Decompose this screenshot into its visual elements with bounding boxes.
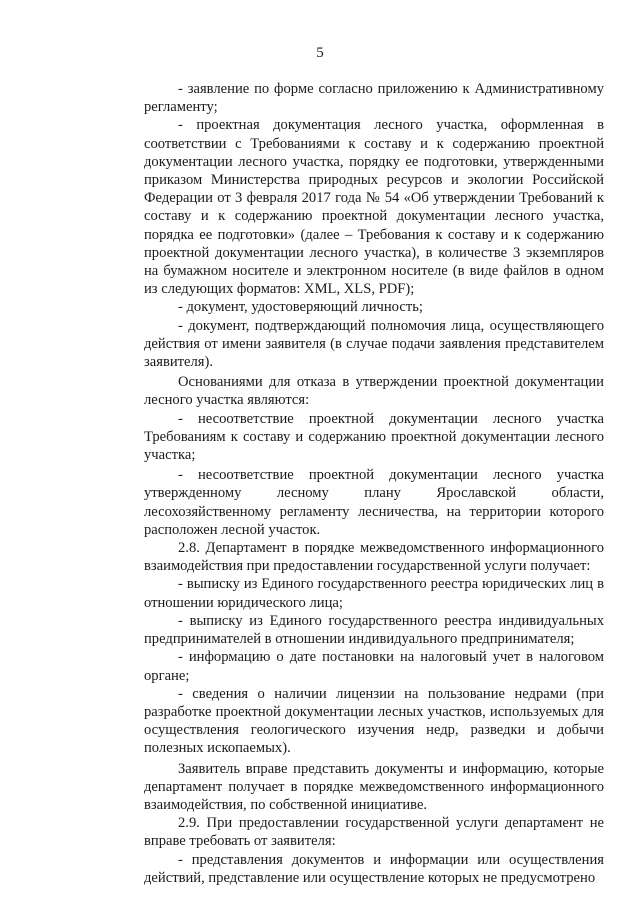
paragraph-refusal-grounds: Основаниями для отказа в утверждении проектной документации лесного участка являются: xyxy=(144,374,604,409)
paragraph-application-form: - заявление по форме согласно приложению к Административному регламенту; xyxy=(144,81,604,116)
page-number: 5 xyxy=(316,45,324,61)
paragraph-subsoil-license: - сведения о наличии лицензии на пользование недрами (при разработке проектной документации лесных участков, используемых для осуществления геологического изучения недр, разведки и добычи полезных ископаемых). xyxy=(144,685,604,757)
paragraph-tax-registration: - информацию о дате постановки на налоговый учет в налоговом органе; xyxy=(144,649,604,684)
document-body xyxy=(144,80,604,887)
paragraph-documents-not-required: - представления документов и информации или осуществления действий, представление или осуществление которых не предусмотрено xyxy=(144,851,604,886)
paragraph-entrepreneurs-extract: - выписку из Единого государственного реестра индивидуальных предпринимателей в отношении индивидуального предпринимателя; xyxy=(144,612,604,648)
paragraph-2-8: 2.8. Департамент в порядке межведомственного информационного взаимодействия при предоставлении государственной услуги получает: xyxy=(144,540,604,575)
paragraph-authority-document: - документ, подтверждающий полномочия лица, осуществляющего действия от имени заявителя (в случае подачи заявления представителем заявителя). xyxy=(144,317,604,371)
paragraph-refusal-forest-plan: - несоответствие проектной документации лесного участка утвержденному лесному плану Ярославской области, лесохозяйственному регламенту лесничества, на территории которого расположен лесной участок. xyxy=(144,467,604,538)
paragraph-applicant-initiative: Заявитель вправе представить документы и информацию, которые департамент получает в порядке межведомственного информационного взаимодействия, по собственной инициативе. xyxy=(144,760,604,813)
paragraph-legal-entities-extract: - выписку из Единого государственного реестра юридических лиц в отношении юридического лица; xyxy=(144,576,604,611)
paragraph-project-documentation: - проектная документация лесного участка, оформленная в соответствии с Требованиями к составу и к содержанию проектной документации лесного участка, порядку ее подготовки, утвержденными приказом Министерства природных ресурсов и экологии Российской Федерации от 3 февраля 2017 года № 54 «Об утверждении Требований к составу и к содержанию проектной документации лесного участка, порядка ее подготовки» (далее – Требования к составу и к содержанию проектной документации лесного участка), в количестве 3 экземпляров на бумажном носителе и электронном носителе (в виде файлов в одном из следующих форматов: XML, XLS, PDF); xyxy=(144,117,604,298)
paragraph-refusal-requirements: - несоответствие проектной документации лесного участка Требованиям к составу и содержанию проектной документации лесного участка; xyxy=(144,410,604,464)
paragraph-2-9: 2.9. При предоставлении государственной услуги департамент не вправе требовать от заявителя: xyxy=(144,815,604,850)
paragraph-identity-document: - документ, удостоверяющий личность; xyxy=(178,299,423,316)
